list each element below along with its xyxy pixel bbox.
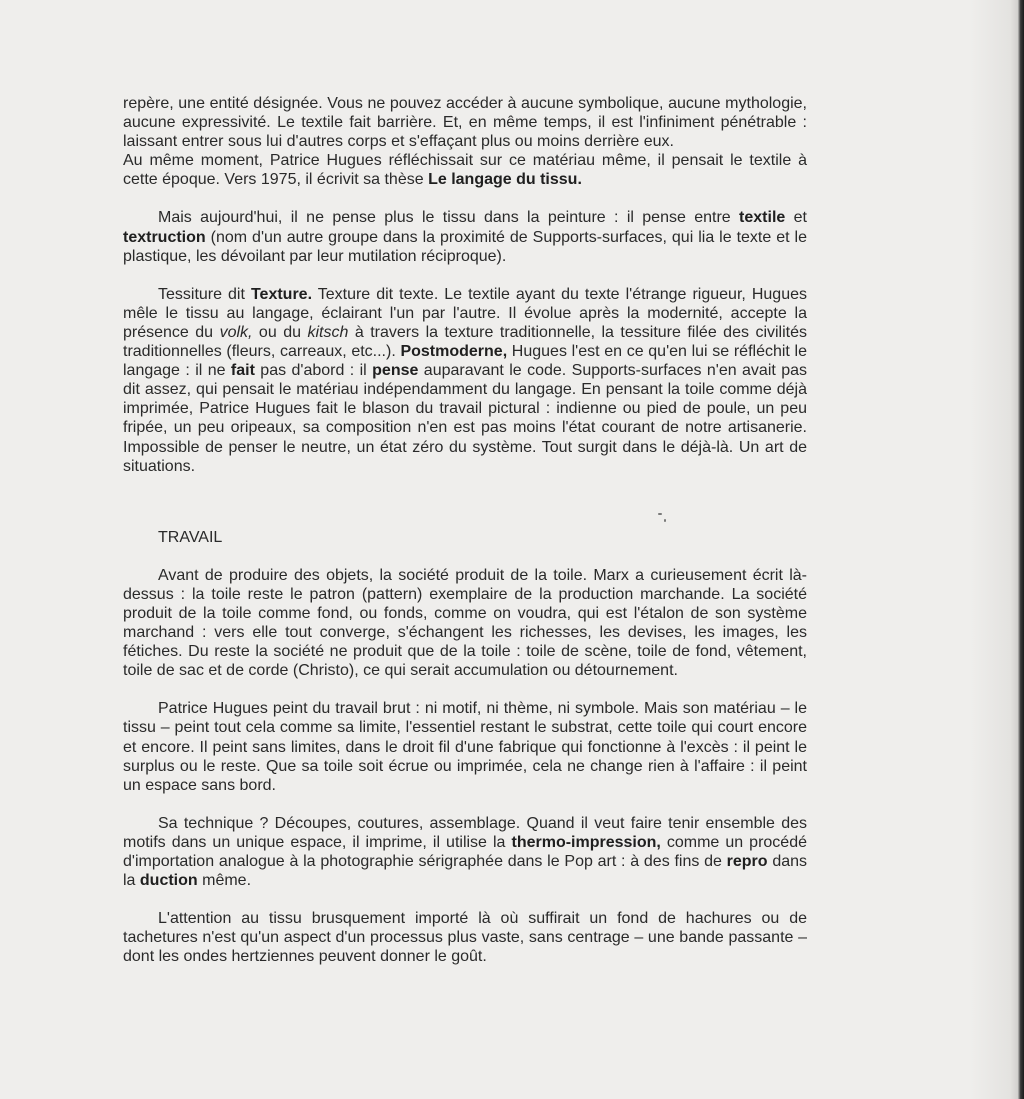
page-shadow [970,0,1010,1099]
paragraph-societe: Avant de produire des objets, la société produit de la toile. Marx a curieusement écrit là-dessus : la toile reste le patron (pattern) exemplaire de la production marchande. La société produit de la toile comme fond, ou fonds, comme on voudra, qui est l'étalon de son système marchand : vers elle tout converge, s'échangent les richesses, les devises, les images, les fétiches. Du reste la société ne produit que de la toile : toile de scène, toile de fond, vêtement, toile de sac et de corde (Christo), ce qui serait accumulation ou détournement. [123,566,807,680]
thesis-title: Le langage du tissu. [428,171,582,189]
section-title: TRAVAIL [158,528,223,546]
paragraph-texture: Tessiture dit Texture. Texture dit texte. Le textile ayant du texte l'étrange rigueur, Hugues mêle le tissu au langage, éclairant l'un par l'autre. Il évolue après la modernité, accepte la présence du volk, ou du kitsch à travers la texture traditionnelle, la tessiture filée des civilités traditionnelles (fleurs, carreaux, etc...). Postmoderne, Hugues l'est en ce qu'en lui se réfléchit le langage : il ne fait pas d'abord : il pense auparavant le code. Supports-surfaces n'en avait pas dit assez, qui pensait le matériau indépendamment du langage. En pensant la toile comme déjà imprimée, Patrice Hugues fait le blason du travail pictural : indienne ou pied de poule, un peu fripée, un peu oripeaux, sa composition n'en est pas moins l'état courant de notre artisanerie. Impossible de penser le neutre, un état zéro du système. Tout surgit dans le déjà-là. Un art de situations. [123,285,808,475]
paragraph-attention: L'attention au tissu brusquement importé là où suffirait un fond de hachures ou de tachetures n'est qu'un aspect d'un processus plus vaste, sans centrage – une bande passante – dont les ondes hertziennes peuvent donner le goût. [123,910,807,966]
print-speck [664,519,666,522]
paragraph-intro: repère, une entité désignée. Vous ne pouvez accéder à aucune symbolique, aucune mythologie, aucune expressivité. Le textile fait barrière. Et, en même temps, il est l'infiniment pénétrable : laissant entrer sous lui d'autres corps et s'effaçant plus ou moins derrière eux. [123,95,807,151]
print-speck [658,513,662,515]
article-body [123,94,807,966]
paragraph-these: Au même moment, Patrice Hugues réfléchissait sur ce matériau même, il pensait le textile à cette époque. Vers 1975, il écrivit sa thèse Le langage du tissu. [123,152,807,189]
paragraph-textruction: Mais aujourd'hui, il ne pense plus le tissu dans la peinture : il pense entre textile et textruction (nom d'un autre groupe dans la proximité de Supports-surfaces, qui lia le texte et le plastique, les dévoilant par leur mutilation réciproque). [123,209,807,265]
page-edge [1010,0,1024,1099]
paragraph-travail-brut: Patrice Hugues peint du travail brut : ni motif, ni thème, ni symbole. Mais son matériau – le tissu – peint tout cela comme sa limite, l'essentiel restant le substrat, cette toile qui court encore et encore. Il peint sans limites, dans le droit fil d'une fabrique qui fonctionne à l'excès : il peint le surplus ou le reste. Que sa toile soit écrue ou imprimée, cela ne change rien à l'affaire : il peint un espace sans bord. [123,700,807,794]
paragraph-technique: Sa technique ? Découpes, coutures, assemblage. Quand il veut faire tenir ensemble des motifs dans un unique espace, il imprime, il utilise la thermo-impression, comme un procédé d'importation analogue à la photographie sérigraphée dans le Pop art : à des fins de repro dans la duction même. [123,814,808,890]
